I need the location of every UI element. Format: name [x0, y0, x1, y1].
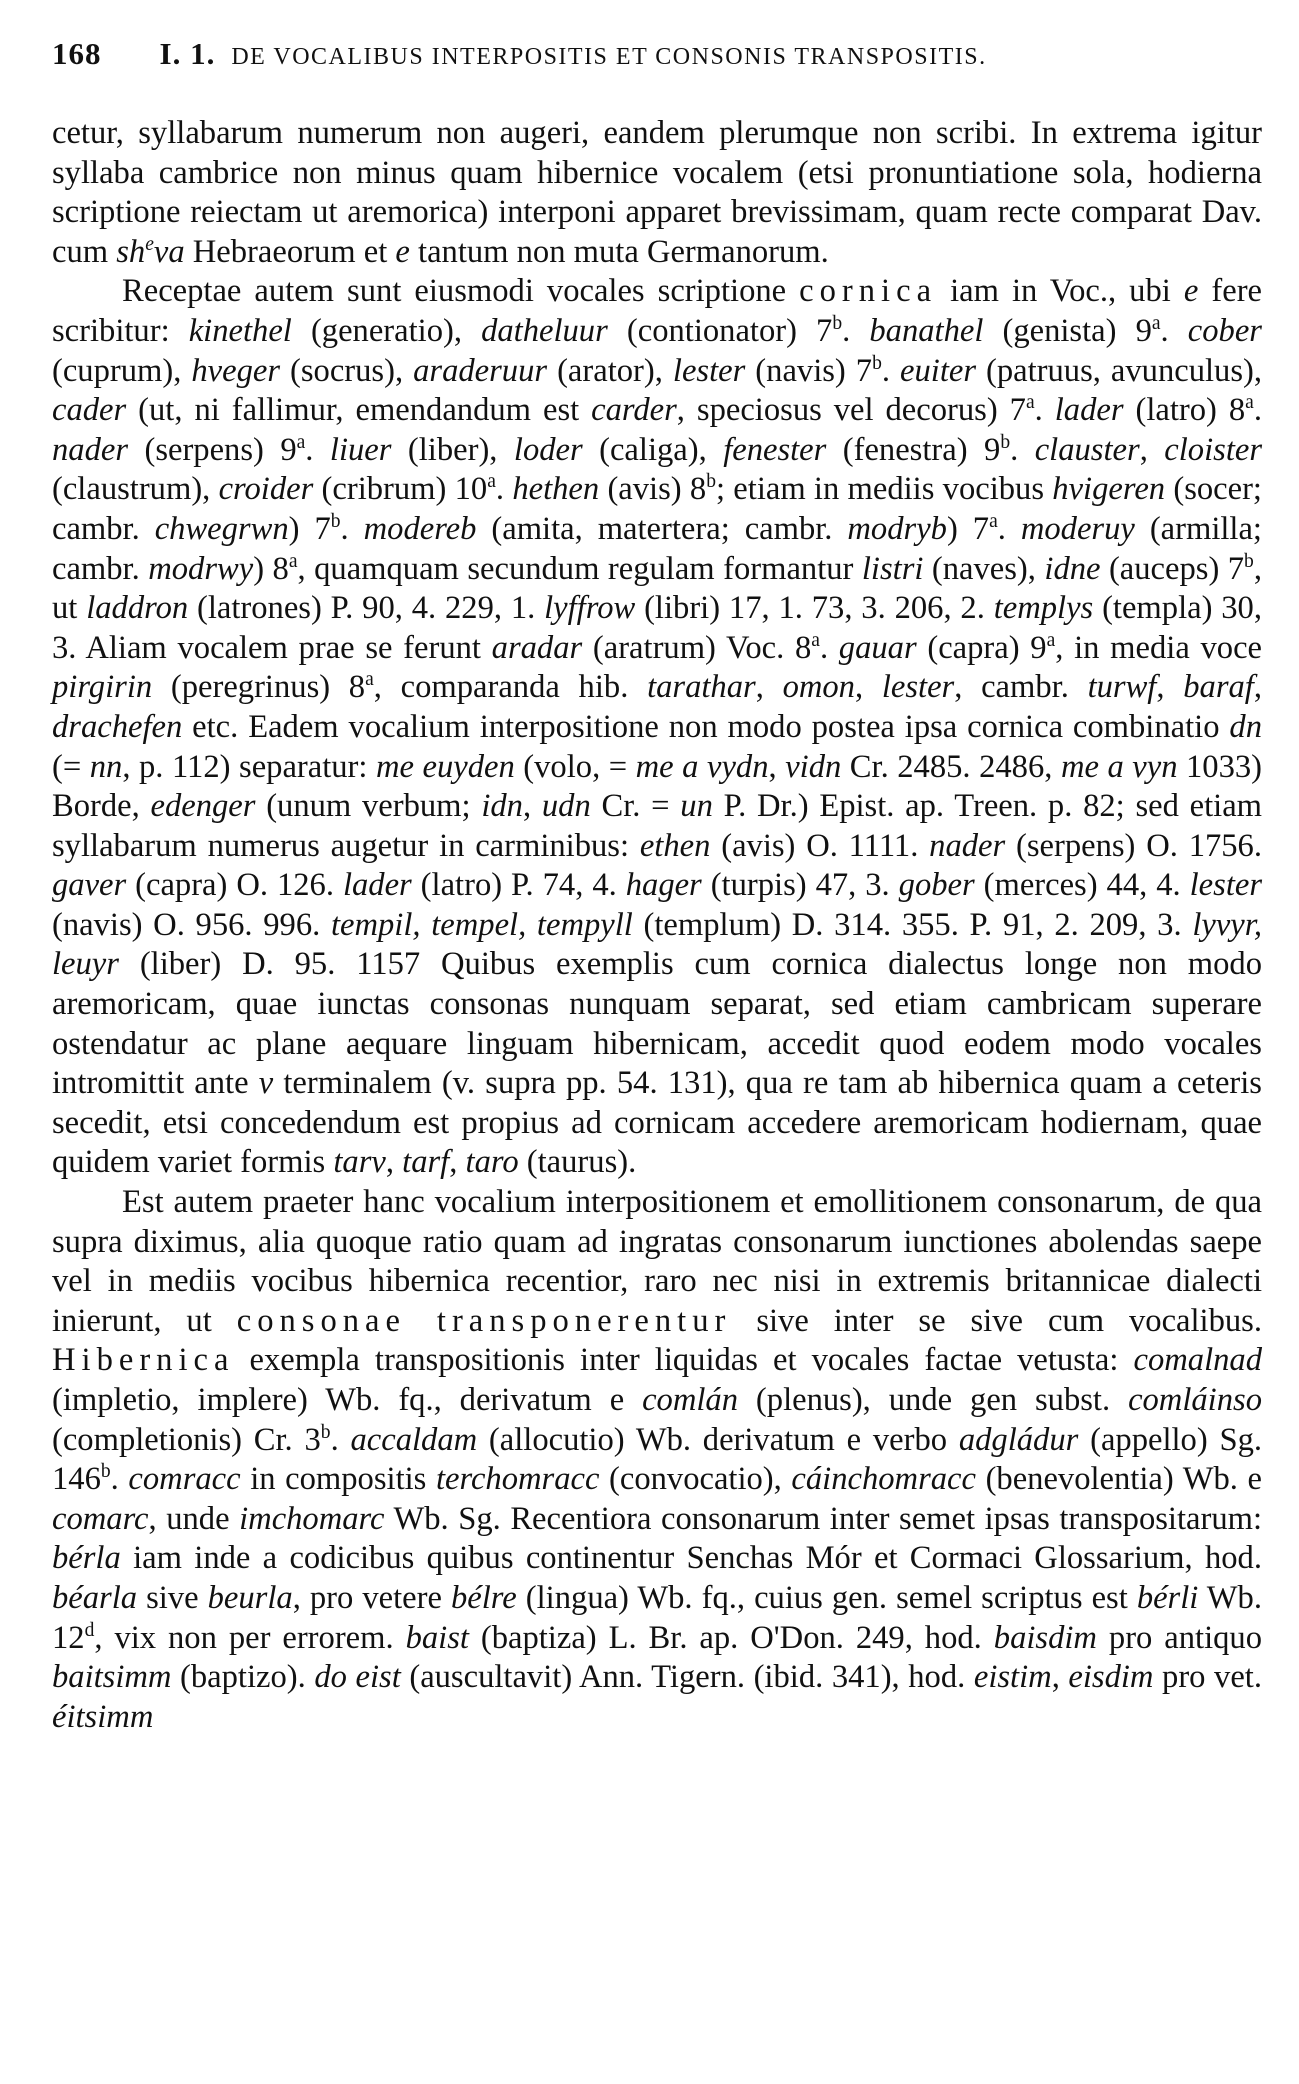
italic-term: modrwy — [148, 550, 254, 587]
text-run: ) 7 — [946, 510, 990, 547]
italic-term: omon — [782, 669, 855, 706]
italic-term: araderuur — [413, 352, 548, 389]
italic-term: liuer — [329, 431, 392, 468]
text-run: . — [305, 431, 330, 468]
page — [52, 36, 1262, 1737]
paragraph — [52, 1183, 1262, 1737]
italic-term: lester — [1189, 867, 1263, 904]
italic-term: gauar — [838, 629, 917, 666]
text-run: , vix non per errorem. — [94, 1619, 406, 1656]
italic-term: udn — [541, 788, 591, 825]
text-run: (auceps) 7 — [1100, 550, 1245, 587]
italic-term: hveger — [191, 352, 281, 389]
italic-term: béarla — [52, 1579, 138, 1616]
text-run: iam inde a codicibus quibus continentur Senchas Mór et Cormaci Glossarium, hod. — [120, 1540, 1262, 1577]
text-run: . — [881, 352, 901, 389]
italic-term: me a vyn — [1060, 748, 1178, 785]
italic-term: cáinchomracc — [791, 1461, 976, 1498]
italic-term: accaldam — [350, 1421, 478, 1458]
text-run: (lingua) Wb. fq., cuius gen. semel scriptus est — [516, 1579, 1137, 1616]
text-run: . — [1010, 431, 1035, 468]
text-run: ) 8 — [253, 550, 289, 587]
italic-term: modryb — [847, 510, 947, 547]
superscript: e — [145, 233, 154, 255]
italic-term: taro — [465, 1144, 519, 1181]
text-run: . — [110, 1461, 129, 1498]
italic-term: edenger — [150, 788, 256, 825]
text-run: (turpis) 47, 3. — [701, 867, 899, 904]
text-run: (serpens) 9 — [128, 431, 297, 468]
text-run: (templa) 30, 3. Aliam vocalem prae se ferunt — [52, 590, 1262, 666]
italic-term: tarv — [333, 1144, 386, 1181]
text-run: (unum verbum; — [255, 788, 482, 825]
italic-term: chwegrwn — [154, 510, 289, 547]
italic-term: pirgirin — [52, 669, 153, 706]
text-run: , — [1156, 669, 1184, 706]
text-run: sive inter se sive cum vocalibus. — [731, 1302, 1262, 1339]
text-run: . — [1034, 392, 1055, 429]
italic-term: un — [680, 788, 713, 825]
text-run: Cr. = — [590, 788, 681, 825]
text-run: sive — [137, 1579, 208, 1616]
italic-term: e — [395, 233, 410, 270]
text-run: . — [495, 471, 513, 508]
text-run: (libri) 17, 1. 73, 3. 206, 2. — [635, 590, 994, 627]
running-title: DE VOCALIBUS INTERPOSITIS ET CONSONIS TRANSPOSITIS. — [231, 44, 987, 70]
text-run: exempla transpositionis inter liquidas et vocales factae vetusta: — [234, 1342, 1134, 1379]
italic-term: baisdim — [993, 1619, 1097, 1656]
text-run: , — [449, 1144, 466, 1181]
text-run: (capra) 9 — [916, 629, 1047, 666]
italic-term: idn — [481, 788, 523, 825]
text-run: Wb. Sg. Recentiora consonarum inter semet ipsas transpositarum: — [384, 1500, 1262, 1537]
text-run: (volo, = — [514, 748, 636, 785]
superscript: a — [296, 431, 306, 453]
text-run: (socrus), — [280, 352, 414, 389]
superscript: b — [706, 471, 716, 493]
text-run: (armilla; cambr. — [52, 510, 1262, 587]
italic-term: loder — [513, 431, 583, 468]
text-run: . — [340, 510, 364, 547]
text-run: Hebraeorum et — [184, 233, 396, 270]
paragraph — [52, 114, 1262, 272]
text-run: (caliga), — [582, 431, 724, 468]
paragraph — [52, 272, 1262, 1183]
text-run: Wb. 12 — [52, 1579, 1262, 1656]
superscript: b — [330, 511, 341, 533]
text-run: pro vet. — [1153, 1659, 1262, 1696]
superscript: b — [100, 1461, 111, 1483]
text-run: fere scribitur: — [52, 273, 1263, 349]
italic-term: gober — [898, 867, 975, 904]
italic-term: comalnad — [1133, 1342, 1262, 1379]
italic-term: comarc — [52, 1500, 149, 1537]
italic-term: me a vydn — [635, 748, 769, 785]
text-run: ; etiam in mediis vocibus — [715, 471, 1053, 508]
text-run: , — [385, 1144, 403, 1181]
italic-term: terchomracc — [435, 1461, 600, 1498]
text-run: P. Dr.) Epist. ap. Treen. p. 82; sed etiam syllabarum numerus augetur in carminibus: — [52, 788, 1263, 864]
text-run: (claustrum), — [52, 471, 219, 508]
text-run: , cambr. — [954, 669, 1088, 706]
italic-term: va — [153, 233, 185, 270]
italic-term: éitsimm — [52, 1698, 154, 1735]
italic-term: do eist — [314, 1659, 401, 1696]
superscript: b — [1000, 431, 1011, 453]
italic-term: cader — [52, 392, 127, 429]
italic-term: sh — [116, 233, 146, 270]
text-run: . — [997, 510, 1021, 547]
italic-term: turwf — [1087, 669, 1157, 706]
italic-term: nader — [52, 431, 129, 468]
italic-term: eisdim — [1068, 1659, 1154, 1696]
text-run: in compositis — [240, 1461, 436, 1498]
superscript: b — [1244, 550, 1254, 572]
italic-term: hager — [625, 867, 702, 904]
text-run: (fenestra) 9 — [826, 431, 1001, 468]
italic-term: comláinso — [1128, 1382, 1262, 1418]
text-run: (aratrum) Voc. 8 — [582, 629, 812, 666]
text-run: . — [1253, 392, 1262, 429]
text-run: cetur, syllabarum numerum non augeri, eandem plerumque non scribi. In extrema igitur syllaba cambrice non minus quam hibernice vocalem (etsi pronuntiatione sola, hodierna scriptione reiectam ut aremorica) interponi apparet brevissimam, quam recte comparat Dav. cum — [52, 115, 1262, 270]
text-run: terminalem (v. supra pp. 54. 131), qua re tam ab hibernica quam a ceteris secedit, etsi concedendum est propius ad cornicam accedere aremoricam hodiernam, quae quidem variet formis — [52, 1065, 1262, 1181]
superscript: b — [320, 1421, 331, 1443]
text-run: , — [768, 748, 786, 785]
italic-term: beurla — [207, 1579, 293, 1616]
italic-term: croider — [218, 471, 314, 508]
italic-term: adgládur — [958, 1421, 1079, 1458]
italic-term: nn — [89, 748, 123, 785]
italic-term: listri — [861, 550, 924, 587]
superscript: a — [989, 511, 998, 533]
text-run: (ut, ni fallimur, emendandum est — [126, 392, 592, 429]
text-run: , comparanda hib. — [373, 669, 648, 706]
italic-term: v — [258, 1065, 274, 1102]
text-run: (merces) 44, 4. — [974, 867, 1190, 904]
italic-term: aradar — [491, 629, 583, 666]
text-run: pro antiquo — [1096, 1619, 1263, 1656]
text-run: (socer; cambr. — [52, 471, 1262, 547]
text-run: , — [1139, 431, 1165, 468]
italic-term: lester — [881, 669, 955, 706]
section-number: I. 1. — [159, 36, 216, 71]
running-header — [52, 36, 1262, 86]
italic-term: gaver — [52, 867, 127, 904]
text-run: (taurus). — [518, 1144, 637, 1181]
text-run: , pro vetere — [292, 1579, 451, 1616]
italic-term: banathel — [869, 312, 984, 349]
italic-term: lester — [672, 352, 746, 389]
italic-term: moderuy — [1020, 510, 1135, 547]
text-run: (= — [52, 748, 90, 785]
text-run: , in media voce — [1055, 629, 1262, 666]
italic-term: lader — [1054, 392, 1124, 429]
text-run: , unde — [148, 1500, 240, 1537]
italic-term: tempil, tempel, tempyll — [330, 906, 633, 943]
text-run: 1033) Borde, — [52, 748, 1263, 825]
italic-term: dn — [1229, 708, 1262, 745]
superscript: a — [1245, 392, 1254, 414]
text-run: (liber) D. 95. 1157 Quibus exemplis cum cornica dialectus longe non modo aremoricam, quae iunctas consonas nunquam separat, sed etiam cambricam superare ostendatur ac plane aequare linguam hibernicam, accedit quod eodem modo vocales intromittit ante — [52, 946, 1262, 1102]
italic-term: ethen — [639, 827, 711, 864]
italic-term: modereb — [363, 510, 477, 547]
italic-term: cober — [1187, 312, 1262, 349]
text-run: (genista) 9 — [983, 312, 1152, 349]
text-run: (appello) Sg. 146 — [52, 1421, 1263, 1498]
text-run: (contionator) 7 — [607, 312, 833, 349]
italic-term: carder — [591, 392, 677, 429]
text-run: , ut — [52, 550, 1262, 627]
text-run: (baptizo). — [171, 1659, 315, 1696]
text-run: (cribrum) 10 — [313, 471, 488, 508]
text-run: (templum) D. 314. 355. P. 91, 2. 209, 3. — [632, 906, 1193, 943]
italic-term: hvigeren — [1052, 471, 1166, 508]
text-run: (patruus, avunculus), — [976, 352, 1263, 389]
italic-term: comlán — [642, 1382, 738, 1418]
text-run: . — [842, 312, 870, 349]
italic-term: tarf — [402, 1144, 450, 1181]
superscript: a — [1025, 392, 1035, 414]
text-run: (baptiza) L. Br. ap. O'Don. 249, hod. — [468, 1619, 994, 1656]
italic-term: vidn — [785, 748, 842, 785]
italic-term: bérla — [52, 1540, 121, 1577]
italic-term: e — [1183, 273, 1199, 310]
italic-term: laddron — [86, 590, 189, 627]
body-text — [52, 114, 1262, 1737]
text-run: , — [1051, 1659, 1069, 1696]
spaced-term: consonae transponerentur — [236, 1302, 732, 1339]
text-run: (capra) O. 126. — [126, 867, 343, 904]
text-run: Est autem praeter hanc vocalium interpositionem et emollitionem consonarum, de qua supra diximus, alia quoque ratio quam ad ingratas consonarum iunctiones abolendas saepe vel in mediis vocibus hibernica recentior, raro nec nisi in extremis britannicae dialecti inierunt, ut — [52, 1184, 1262, 1339]
text-run: iam in Voc., ubi — [937, 273, 1184, 310]
text-run: , — [755, 669, 783, 706]
italic-term: lyffrow — [544, 590, 636, 627]
italic-term: kinethel — [188, 312, 292, 349]
text-run: (avis) 8 — [599, 471, 707, 508]
italic-term: euiter — [900, 352, 977, 389]
italic-term: lader — [342, 867, 412, 904]
italic-term: templys — [993, 590, 1094, 627]
text-run: (generatio), — [291, 312, 482, 349]
text-run: (latro) 8 — [1123, 392, 1246, 429]
page-number: 168 — [52, 36, 102, 71]
superscript: b — [872, 352, 882, 374]
text-run: (allocutio) Wb. derivatum e verbo — [477, 1421, 959, 1458]
text-run: , — [1253, 669, 1263, 706]
italic-term: cloister — [1164, 431, 1263, 468]
text-run: , — [522, 788, 542, 825]
italic-term: bélre — [451, 1579, 517, 1616]
text-run: Cr. 2485. 2486, — [841, 748, 1061, 785]
superscript: a — [487, 471, 496, 493]
text-run: , — [854, 669, 882, 706]
text-run: , p. 112) separatur: — [122, 748, 376, 785]
italic-term: bérli — [1136, 1579, 1199, 1616]
superscript: d — [84, 1619, 95, 1641]
superscript: a — [365, 669, 374, 691]
superscript: a — [1046, 629, 1056, 651]
text-run: (serpens) O. 1756. — [1005, 827, 1262, 864]
italic-term: lyvyr, leuyr — [52, 906, 1262, 983]
italic-term: tarathar — [647, 669, 756, 706]
text-run: (cuprum), — [52, 352, 192, 389]
text-run: (auscultavit) Ann. Tigern. (ibid. 341), hod. — [400, 1659, 974, 1696]
italic-term: hethen — [512, 471, 600, 508]
italic-term: me euyden — [376, 748, 515, 785]
text-run: (latro) P. 74, 4. — [411, 867, 626, 904]
spaced-term: cornica — [799, 273, 938, 310]
text-run: (arator), — [547, 352, 673, 389]
text-run: (impletio, implere) Wb. fq., derivatum e — [52, 1382, 643, 1418]
text-run: (convocatio), — [599, 1461, 792, 1498]
text-run: ) 7 — [288, 510, 331, 547]
text-run: . — [330, 1421, 351, 1458]
text-run: (peregrinus) 8 — [152, 669, 366, 706]
italic-term: imchomarc — [239, 1500, 385, 1537]
italic-term: baitsimm — [52, 1659, 172, 1696]
text-run: (navis) 7 — [745, 352, 873, 389]
text-run: (navis) O. 956. 996. — [52, 906, 331, 943]
superscript: a — [811, 629, 820, 651]
spaced-term: Hibernica — [52, 1342, 235, 1379]
text-run: (latrones) P. 90, 4. 229, 1. — [188, 590, 545, 627]
text-run: . — [1160, 312, 1188, 349]
italic-term: baist — [405, 1619, 469, 1656]
text-run: (liber), — [391, 431, 514, 468]
superscript: b — [832, 313, 843, 335]
text-run: etc. Eadem vocalium interpositione non modo postea ipsa cornica combinatio — [182, 708, 1230, 745]
text-run: , quamquam secundum regulam formantur — [297, 550, 862, 587]
text-run: (completionis) Cr. 3 — [52, 1421, 321, 1458]
text-run: , speciosus vel decorus) 7 — [676, 392, 1026, 429]
italic-term: eistim — [973, 1659, 1052, 1696]
italic-term: baraf — [1183, 669, 1254, 706]
text-run: (plenus), unde gen subst. — [738, 1382, 1129, 1418]
text-run: (amita, matertera; cambr. — [476, 510, 848, 547]
text-run: tantum non muta Germanorum. — [409, 233, 829, 270]
superscript: a — [288, 550, 298, 572]
text-run: (naves), — [923, 550, 1045, 587]
italic-term: drachefen — [52, 708, 183, 745]
text-run: Receptae autem sunt eiusmodi vocales scriptione — [122, 273, 800, 310]
text-run: (benevolentia) Wb. e — [975, 1461, 1263, 1498]
italic-term: datheluur — [481, 312, 608, 349]
italic-term: fenester — [723, 431, 827, 468]
italic-term: idne — [1044, 550, 1101, 587]
text-run: (avis) O. 1111. — [710, 827, 930, 864]
italic-term: comracc — [128, 1461, 241, 1498]
superscript: a — [1151, 313, 1161, 335]
italic-term: clauster — [1034, 431, 1140, 468]
text-run: . — [819, 629, 839, 666]
italic-term: nader — [929, 827, 1006, 864]
